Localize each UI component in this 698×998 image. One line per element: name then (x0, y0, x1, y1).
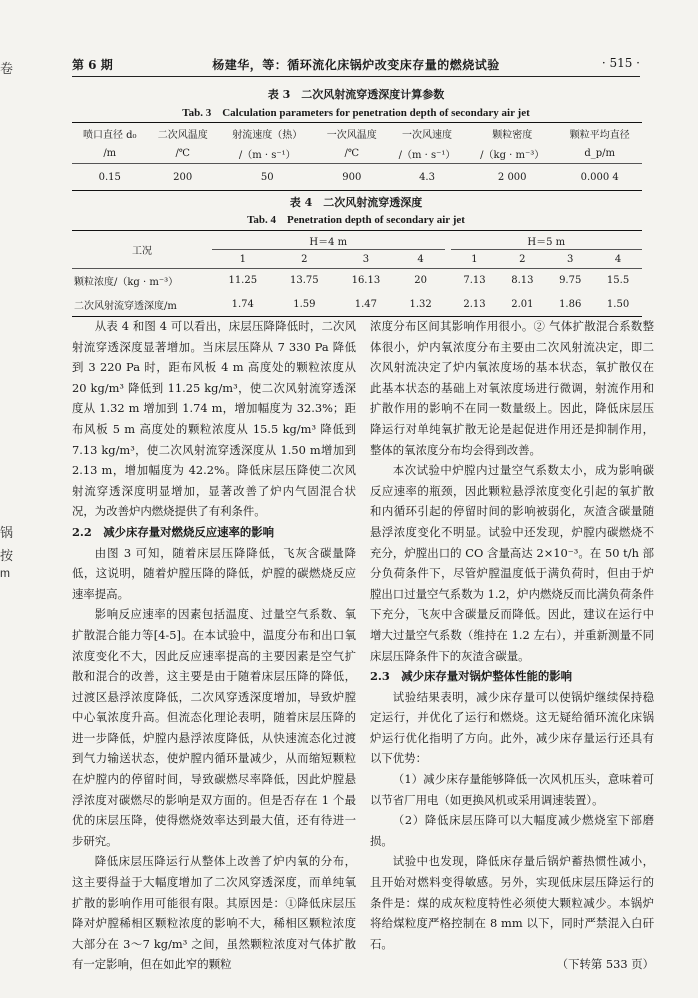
header-rule (72, 76, 640, 77)
table4-row-label: 颗粒浓度/（kg · m⁻³） (74, 277, 179, 289)
paragraph: 本次试验中炉膛内过量空气系数太小，成为影响碳反应速率的瓶颈，因此颗粒悬浮浓度变化引起的氧扩散和内循环引起的停留时间的影响被弱化，灰渣含碳量随悬浮浓度变化不明显。试验中还发现，炉膛内碳燃烧不充分，炉膛出口的 CO 含量高达 2×10⁻³。在 50 t/h 部分负荷条件下，尽管炉膛温度低于满负荷时，但由于炉膛出口过量空气系数为 1.2，炉内燃烧反而比满负荷条件下充分，飞灰中含碳量反而降低。因此，建议在运行中增大过量空气系数（维持在 1.2 左右），并重新测量不同床层压降条件下的灰渣含碳量。 (370, 463, 654, 663)
table4-caption-cn: 表 4 二次风射流穿透深度 (289, 196, 423, 209)
table3-caption-en: Tab. 3 Calculation parameters for penetration depth of secondary air jet (182, 107, 530, 119)
table3-header: 一次风速度 (387, 123, 467, 144)
table4-subheader: 4 (397, 250, 445, 269)
paragraph: （1）减少床存量能够降低一次风机压头，意味着可以节省厂用电（如更换风机或采用调速装置）。 (370, 772, 654, 807)
table4-cell: 7.13 (463, 275, 486, 287)
section-heading: 2.2 减少床存量对燃烧反应速率的影响 (72, 524, 275, 539)
table4-subheader: 1 (451, 250, 499, 269)
table4-subheader: 4 (594, 250, 642, 269)
table3-unit: /℃ (148, 143, 218, 164)
table4-cell: 11.25 (228, 275, 258, 287)
table4-cell: 15.5 (606, 275, 630, 287)
body-column-left (72, 316, 356, 975)
margin-mark: 卷 (0, 62, 14, 77)
table3-value: 200 (148, 164, 218, 191)
table3-value: 50 (218, 164, 317, 191)
table3-caption-cn: 表 3 二次风射流穿透深度计算参数 (267, 88, 445, 101)
margin-mark: 锅 (0, 526, 14, 541)
table3-value: 4.3 (387, 164, 467, 191)
table4-group-header: H＝5 m (451, 231, 642, 250)
table4-cell: 1.59 (274, 293, 336, 317)
table3-value: 0.000 4 (557, 164, 642, 191)
table4-group-header: H＝4 m (212, 231, 445, 250)
table4-subheader: 2 (274, 250, 336, 269)
table4-cell: 13.75 (290, 275, 319, 287)
table4-cell: 20 (414, 275, 427, 287)
table3-value: 0.15 (72, 164, 148, 191)
paragraph: 试验结果表明，减少床存量可以使锅炉继续保持稳定运行，并优化了运行和燃烧。这无疑给循环流化床锅炉运行优化指明了方向。此外，减少床存量运行还具有以下优势： (370, 689, 654, 766)
page-number: · 515 · (601, 56, 640, 70)
table4-cell: 1.50 (594, 293, 642, 317)
continuation-note: （下转第 533 页） (556, 957, 654, 972)
table4-caption-en: Tab. 4 Penetration depth of secondary air jet (247, 214, 465, 226)
running-title: 杨建华，等：循环流化床锅炉改变床存量的燃烧试验 (212, 58, 500, 72)
table3-unit: /（m · s⁻¹） (387, 143, 467, 164)
table4-subheader: 3 (546, 250, 594, 269)
paragraph: 影响反应速率的因素包括温度、过量空气系数、氧扩散混合能力等[4-5]。在本试验中，温度分布和出口氧浓度变化不大，因此反应速率提高的主要因素是空气扩散和混合的改善，这主要是由于随着床层压降的降低，过渡区悬浮浓度降低，二次风穿透深度增加，导致炉膛中心氧浓度升高。但流态化理论表明，随着床层压降的进一步降低，炉膛内悬浮浓度降低，从快速流态化过渡到气力输送状态，使炉膛内循环量减少，从而缩短颗粒在炉膛内的停留时间，导致碳燃尽率降低，因此炉膛悬浮浓度对碳燃尽的影响是双方面的。但是否存在 1 个最优的床层压降，使得燃烧效率达到最大值，还有待进一步研究。 (72, 607, 356, 848)
table4-cell: 8.13 (511, 275, 534, 287)
table3-header: 二次风温度 (148, 123, 218, 144)
issue-number: 第 6 期 (72, 58, 113, 72)
table3-header: 一次风温度 (317, 123, 387, 144)
table3-unit: /m (72, 143, 148, 164)
table4-cell: 9.75 (559, 275, 582, 287)
table3-header: 射流速度（热） (218, 123, 317, 144)
table4-cell: 1.74 (212, 293, 274, 317)
paragraph: 试验中也发现，降低床存量后锅炉蓄热惯性减小，且开始对燃料变得敏感。另外，实现低床层压降运行的条件是：煤的成灰粒度特性必须使大颗粒减少。本锅炉将给煤粒度严格控制在 8 mm 以下，同时严禁混入白矸石。 (370, 854, 654, 951)
table4-condition-header: 工况 (72, 231, 212, 269)
body-column-right (370, 316, 654, 975)
paragraph: （2）降低床层压降可以大幅度减少燃烧室下部磨损。 (370, 813, 654, 848)
table3-value: 900 (317, 164, 387, 191)
table4-cell: 1.86 (546, 293, 594, 317)
paragraph: 浓度分布区间其影响作用很小。② 气体扩散混合系数整体很小，炉内氧浓度分布主要由二次风射流决定，即二次风射流决定了炉内氧浓度场的基本状态，氧扩散仅在此基本状态的基础上对氧浓度场进行微调，射流作用和扩散作用的影响不在同一数量级上。因此，降低床层压降运行对单纯氧扩散无论是起促进作用还是抑制作用，整体的氧浓度分布均会得到改善。 (370, 319, 654, 457)
table3-header: 喷口直径 d₀ (72, 123, 148, 144)
table3-header: 颗粒平均直径 (557, 123, 642, 144)
section-heading: 2.3 减少床存量对锅炉整体性能的影响 (370, 669, 573, 684)
paragraph: 由图 3 可知，随着床层压降降低，飞灰含碳量降低，这说明，随着炉膛压降的降低，炉膛的碳燃烧反应速率提高。 (72, 545, 356, 601)
margin-mark: m (0, 566, 10, 580)
table4 (72, 230, 642, 317)
table4-cell: 1.47 (335, 293, 397, 317)
paragraph: 降低床层压降运行从整体上改善了炉内氧的分布，这主要得益于大幅度增加了二次风穿透深度，而单纯氧扩散的影响作用可能很有限。其原因是：①降低床层压降对炉膛稀相区颗粒浓度的影响不大，稀相区颗粒浓度大部分在 3～7 kg/m³ 之间，虽然颗粒浓度对气体扩散有一定影响，但在如此窄的颗粒 (72, 854, 356, 972)
table4-cell: 2.13 (451, 293, 499, 317)
table3-header: 颗粒密度 (467, 123, 557, 144)
table4-subheader: 1 (212, 250, 274, 269)
table4-subheader: 2 (498, 250, 546, 269)
paragraph: 从表 4 和图 4 可以看出，床层压降降低时，二次风射流穿透深度显著增加。当床层压降从 7 330 Pa 降低到 3 220 Pa 时，距布风板 4 m 高度处的颗粒浓度从 20 kg/m³ 降低到 11.25 kg/m³，使二次风射流穿透深度从 1.32 m 增加到 1.74 m，增加幅度为 32.3%；距布风板 5 m 高度处的颗粒浓度从 15.5 kg/m³ 降低到 7.13 kg/m³，使二次风射流穿透深度从 1.50 m增加到 2.13 m，增加幅度为 42.2%。降低床层压降使二次风射流穿透深度明显增加，显著改善了炉内气固混合状况，为改善炉内燃烧提供了有利条件。 (72, 319, 356, 519)
table3-unit: d_p/m (557, 143, 642, 164)
margin-mark: 按 (0, 549, 14, 564)
table4-cell: 16.13 (351, 275, 381, 287)
table4-subheader: 3 (335, 250, 397, 269)
running-header (72, 56, 640, 74)
table3-unit: /（kg · m⁻³） (467, 143, 557, 164)
table3 (72, 122, 642, 191)
table4-row-label: 二次风射流穿透深度/m (72, 293, 212, 317)
table3-unit: /℃ (317, 143, 387, 164)
table4-cell: 1.32 (397, 293, 445, 317)
table3-value: 2 000 (467, 164, 557, 191)
table3-unit: /（m · s⁻¹） (218, 143, 317, 164)
table4-cell: 2.01 (498, 293, 546, 317)
